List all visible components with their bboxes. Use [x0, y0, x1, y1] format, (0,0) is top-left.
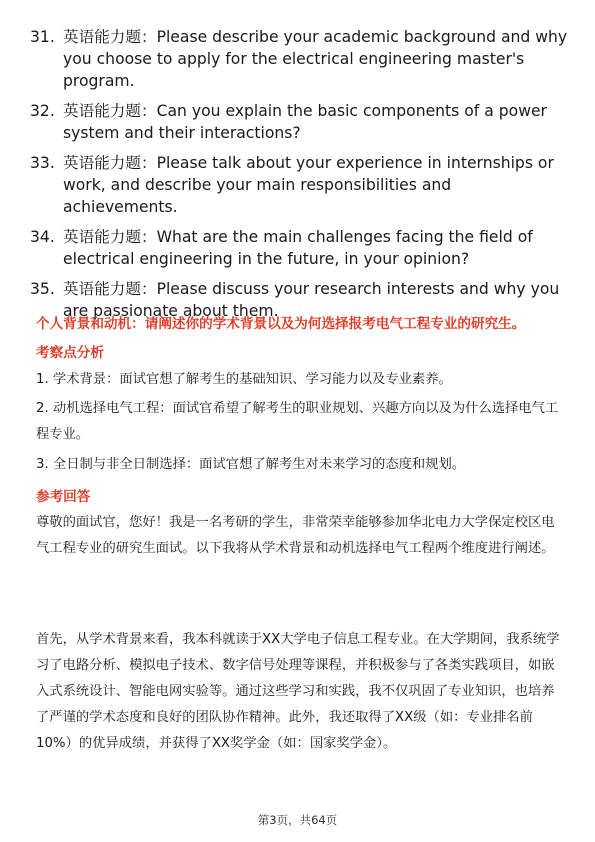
question-number: 34. — [30, 228, 55, 246]
question-number: 31. — [30, 28, 55, 46]
question-number: 35. — [30, 280, 55, 298]
question-item — [30, 100, 570, 144]
question-text: 英语能力题：Please discuss your research interests and why you are passionate about them. — [63, 280, 560, 320]
question-item — [30, 152, 570, 218]
question-text: 英语能力题：What are the main challenges facing the field of electrical engineering in the future, in your opinion? — [63, 228, 533, 268]
answer-heading: 参考回答 — [36, 489, 91, 505]
analysis-point: 2. 动机选择电气工程：面试官希望了解考生的职业规划、兴趣方向以及为什么选择电气工程专业。 — [36, 401, 559, 442]
main-question-heading: 个人背景和动机：请阐述你的学术背景以及为何选择报考电气工程专业的研究生。 — [36, 316, 526, 332]
page-number: 第3页，共64页 — [257, 813, 338, 827]
question-list — [30, 26, 570, 330]
answer-paragraph: 首先，从学术背景来看，我本科就读于XX大学电子信息工程专业。在大学期间，我系统学习了电路分析、模拟电子技术、数字信号处理等课程，并积极参与了各类实践项目，如嵌入式系统设计、智能电网实验等。通过这些学习和实践，我不仅巩固了专业知识，也培养了严谨的学术态度和良好的团队协作精神。此外，我还取得了XX级（如：专业排名前10%）的优异成绩，并获得了XX奖学金（如：国家奖学金）。 — [36, 632, 560, 751]
question-text: 英语能力题：Can you explain the basic components of a power system and their interactions? — [63, 102, 547, 142]
question-item — [30, 226, 570, 270]
answer-paragraph: 尊敬的面试官，您好！我是一名考研的学生，非常荣幸能够参加华北电力大学保定校区电气工程专业的研究生面试。以下我将从学术背景和动机选择电气工程两个维度进行阐述。 — [36, 515, 555, 556]
question-number: 32. — [30, 102, 55, 120]
analysis-point: 1. 学术背景：面试官想了解考生的基础知识、学习能力以及专业素养。 — [36, 372, 452, 387]
question-item — [30, 26, 570, 92]
question-text: 英语能力题：Please describe your academic background and why you choose to apply for the electrical engineering master's program. — [63, 28, 568, 90]
analysis-heading: 考察点分析 — [36, 345, 104, 361]
question-number: 33. — [30, 154, 55, 172]
question-text: 英语能力题：Please talk about your experience in internships or work, and describe your main responsibilities and achievements. — [63, 154, 554, 216]
analysis-point: 3. 全日制与非全日制选择：面试官想了解考生对未来学习的态度和规划。 — [36, 457, 466, 472]
